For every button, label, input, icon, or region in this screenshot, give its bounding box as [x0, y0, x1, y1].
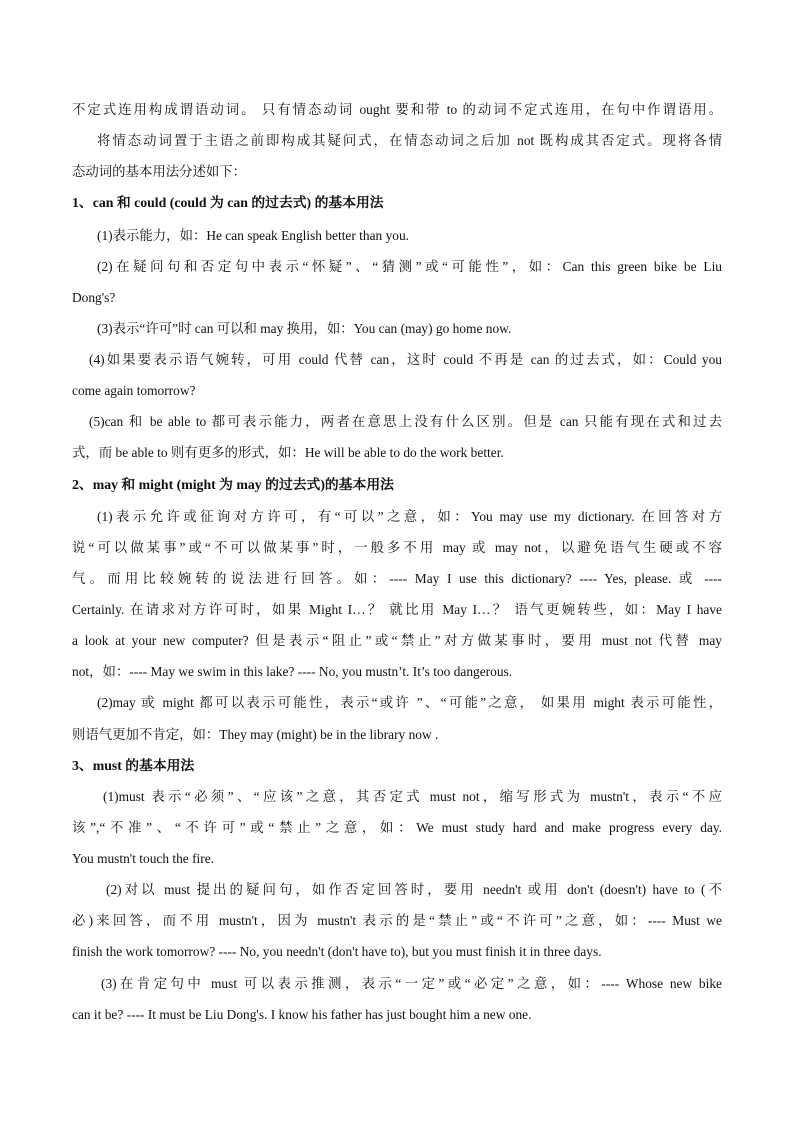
paragraph-line: (3)表示“许可”时 can 可以和 may 换用，如：You can (may) go home now.	[97, 321, 512, 336]
paragraph-line: 态动词的基本用法分述如下：	[72, 164, 247, 179]
section-heading-can-could: 1、can 和 could (could 为 can 的过去式) 的基本用法	[72, 195, 384, 210]
paragraph-line: 气。而用比较婉转的说法进行回答。如：---- May I use this dictionary? ---- Yes, please. 或 ----	[72, 571, 722, 586]
paragraph-line: 则语气更加不肯定，如：They may (might) be in the library now .	[72, 727, 439, 742]
paragraph-line: Dong's?	[72, 290, 116, 305]
paragraph-line: 将情态动词置于主语之前即构成其疑问式，在情态动词之后加 not 既构成其否定式。现将各情	[97, 133, 722, 148]
paragraph-line: (4)如果要表示语气婉转，可用 could 代替 can，这时 could 不再是 can 的过去式，如：Could you	[89, 352, 722, 367]
paragraph-line: (1)表示能力，如：He can speak English better than you.	[97, 228, 410, 243]
paragraph-line: You mustn't touch the fire.	[72, 851, 215, 866]
paragraph-line: can it be? ---- It must be Liu Dong's. I know his father has just bought him a new one.	[72, 1007, 532, 1022]
section-heading-may-might: 2、may 和 might (might 为 may 的过去式)的基本用法	[72, 477, 394, 492]
paragraph-line: not，如：---- May we swim in this lake? ---- No, you mustn’t. It’s too dangerous.	[72, 664, 513, 679]
paragraph-line: 该”,“不准”、“不许可”或“禁止”之意，如：We must study hard and make progress every day.	[72, 820, 722, 835]
section-heading-must: 3、must 的基本用法	[72, 758, 195, 773]
paragraph-line: (1)must 表示“必须”、“应该”之意，其否定式 must not，缩写形式为 mustn't，表示“不应	[103, 789, 722, 804]
paragraph-line: 说“可以做某事”或“不可以做某事”时，一般多不用 may 或 may not，以避免语气生硬或不容	[72, 540, 722, 555]
paragraph-line: (2)对以 must 提出的疑问句，如作否定回答时，要用 needn't 或用 don't (doesn't) have to (不	[106, 882, 722, 897]
paragraph-line: (5)can 和 be able to 都可表示能力，两者在意思上没有什么区别。但是 can 只能有现在式和过去	[89, 414, 722, 429]
paragraph-line: finish the work tomorrow? ---- No, you needn't (don't have to), but you must finish it in three days.	[72, 944, 602, 959]
paragraph-line: (2)在疑问句和否定句中表示“怀疑”、“猜测”或“可能性”，如：Can this green bike be Liu	[97, 259, 722, 274]
paragraph-line: a look at your new computer? 但是表示“阻止”或“禁止”对方做某事时，要用 must not 代替 may	[72, 633, 722, 648]
paragraph-line: Certainly. 在请求对方许可时，如果 Might I…？ 就比用 May I…？ 语气更婉转些，如：May I have	[72, 602, 722, 617]
paragraph-line: come again tomorrow?	[72, 383, 196, 398]
paragraph-line: 必)来回答，而不用 mustn't，因为 mustn't 表示的是“禁止”或“不许可”之意，如：---- Must we	[72, 913, 722, 928]
paragraph-line: 不定式连用构成谓语动词。 只有情态动词 ought 要和带 to 的动词不定式连用，在句中作谓语用。	[72, 102, 722, 117]
paragraph-line: (2)may 或 might 都可以表示可能性，表示“或许 ”、“可能”之意， 如果用 might 表示可能性，	[97, 695, 722, 710]
paragraph-line: 式，而 be able to 则有更多的形式，如：He will be able to do the work better.	[72, 445, 504, 460]
paragraph-line: (3)在肯定句中 must 可以表示推测，表示“一定”或“必定”之意，如：---- Whose new bike	[101, 976, 722, 991]
paragraph-line: (1)表示允许或征询对方许可，有“可以”之意，如：You may use my dictionary. 在回答对方	[97, 509, 722, 524]
